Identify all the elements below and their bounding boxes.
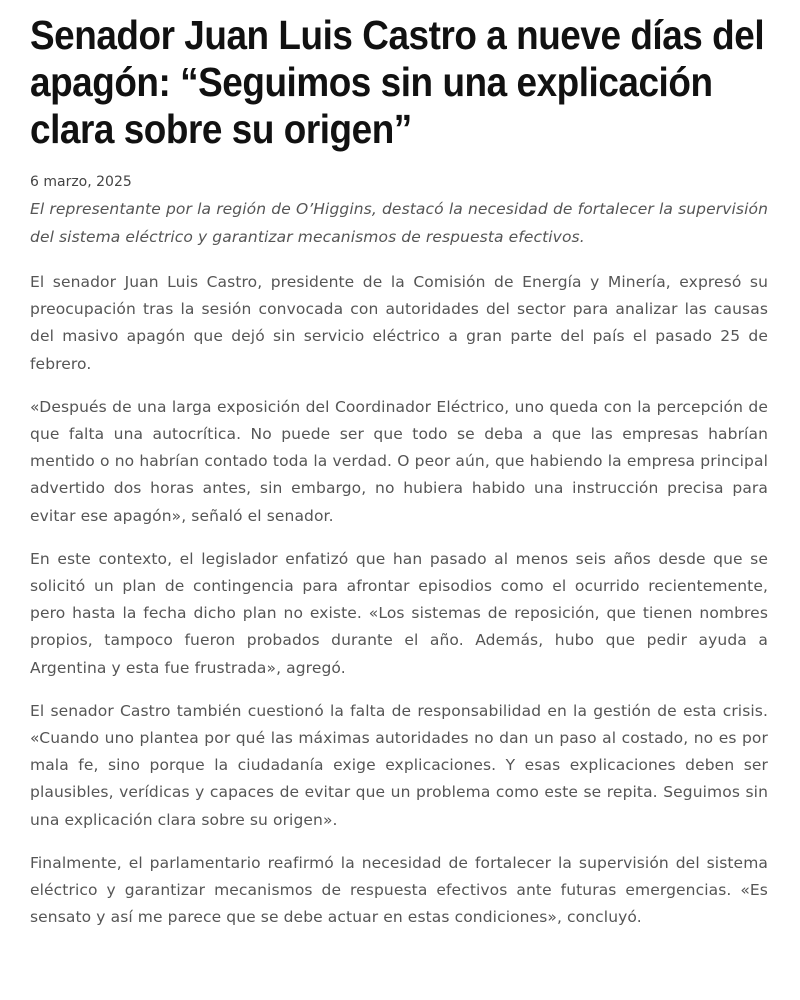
article-paragraph-3: En este contexto, el legislador enfatizó que han pasado al menos seis años desde que se solicitó un plan de contingencia para afrontar episodios como el ocurrido recientemente, pero hasta la fecha dicho plan no existe. «Los sistemas de reposición, que tienen nombres propios, tampoco fueron probados durante el año. Además, hubo que pedir ayuda a Argentina y esta fue frustrada», agregó.	[30, 549, 768, 677]
article-paragraph-1: El senador Juan Luis Castro, presidente de la Comisión de Energía y Minería, expresó su preocupación tras la sesión convocada con autoridades del sector para analizar las causas del masivo apagón que dejó sin servicio eléctrico a gran parte del país el pasado 25 de febrero.	[30, 273, 768, 373]
article-paragraph-2: «Después de una larga exposición del Coordinador Eléctrico, uno queda con la percepción de que falta una autocrítica. No puede ser que todo se deba a que las empresas habrían mentido o no habrían contado toda la verdad. O peor aún, que habiendo la empresa principal advertido dos horas antes, sin embargo, no hubiera habido una instrucción precisa para evitar ese apagón», señaló el senador.	[30, 397, 768, 525]
article-paragraph-4: El senador Castro también cuestionó la falta de responsabilidad en la gestión de esta crisis. «Cuando uno plantea por qué las máximas autoridades no dan un paso al costado, no es por mala fe, sino porque la ciudadanía exige explicaciones. Y esas explicaciones deben ser plausibles, verídicas y capaces de evitar que un problema como este se repita. Seguimos sin una explicación clara sobre su origen».	[30, 701, 768, 829]
publish-date: 6 marzo, 2025	[30, 174, 132, 190]
article-headline: Senador Juan Luis Castro a nueve días del apagón: “Seguimos sin una explicación clara sobre su origen”	[30, 12, 765, 152]
article-paragraph-5: Finalmente, el parlamentario reafirmó la necesidad de fortalecer la supervisión del sistema eléctrico y garantizar mecanismos de respuesta efectivos ante futuras emergencias. «Es sensato y así me parece que se debe actuar en estas condiciones», concluyó.	[30, 853, 768, 927]
news-article	[30, 0, 768, 931]
article-lead: El representante por la región de O’Higgins, destacó la necesidad de fortalecer la supervisión del sistema eléctrico y garantizar mecanismos de respuesta efectivos.	[30, 200, 768, 246]
